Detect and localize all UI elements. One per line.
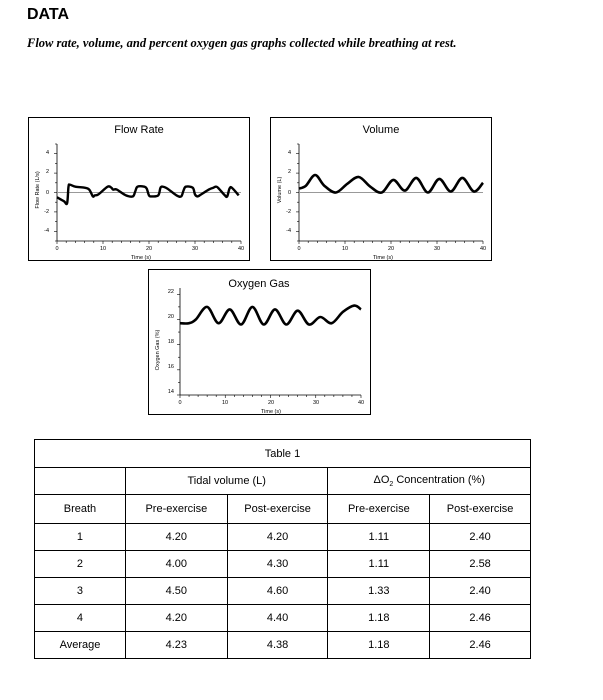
oxygen-gas-xlabel: Time (s) xyxy=(261,409,281,414)
graphs-subtitle: Flow rate, volume, and percent oxygen gas graphs collected while breathing at rest. xyxy=(27,36,457,50)
section-heading: DATA xyxy=(27,6,70,23)
oxygen-gas-ylabel: Oxygen Gas (%) xyxy=(155,329,161,371)
flow-rate-chart xyxy=(28,117,250,261)
y-tick-label: 16 xyxy=(167,364,174,370)
x-tick-label: 20 xyxy=(145,246,153,252)
y-tick-label: -4 xyxy=(44,228,49,234)
table-row xyxy=(35,578,531,605)
y-tick-label: 4 xyxy=(287,150,291,156)
table-cell: 1.18 xyxy=(328,632,430,659)
y-tick-label: -2 xyxy=(286,209,291,215)
column-header-o2-post: Post-exercise xyxy=(430,495,531,524)
oxygen-gas-chart-svg xyxy=(149,270,370,414)
table-1 xyxy=(34,439,531,659)
x-tick-label: 0 xyxy=(178,400,182,406)
tidal-volume-group-header: Tidal volume (L) xyxy=(125,468,328,495)
table-cell: 1.11 xyxy=(328,524,430,551)
y-tick-label: 18 xyxy=(167,339,174,345)
oxygen-gas-chart xyxy=(148,269,371,415)
table-cell: 2.40 xyxy=(430,524,531,551)
flow-rate-xtick-labels xyxy=(55,246,244,252)
o2-suffix: Concentration (%) xyxy=(393,473,485,486)
table-cell: 1.33 xyxy=(328,578,430,605)
flow-rate-chart-svg xyxy=(29,118,249,260)
y-tick-label: 2 xyxy=(287,169,291,175)
table-cell: 4 xyxy=(35,605,126,632)
table-row xyxy=(35,551,531,578)
y-tick-label: -2 xyxy=(44,209,49,215)
table-cell: 4.38 xyxy=(227,632,328,659)
flow-rate-plot xyxy=(54,144,241,244)
oxygen-gas-line xyxy=(180,306,361,325)
volume-xtick-labels xyxy=(297,246,486,252)
table-cell: 4.00 xyxy=(125,551,227,578)
y-tick-label: 4 xyxy=(45,150,49,156)
table-cell: 2.46 xyxy=(430,632,531,659)
o2-concentration-group-header xyxy=(328,468,531,495)
x-tick-label: 0 xyxy=(55,246,59,252)
volume-ylabel: Volume (L) xyxy=(277,176,283,204)
y-tick-label: 14 xyxy=(167,389,174,395)
table-cell: 4.20 xyxy=(125,605,227,632)
table-cell: 3 xyxy=(35,578,126,605)
table-cell: 1.18 xyxy=(328,605,430,632)
o2-subscript: 2 xyxy=(389,481,394,489)
volume-plot xyxy=(296,144,483,244)
table-cell: 1 xyxy=(35,524,126,551)
x-tick-label: 30 xyxy=(191,246,199,252)
y-tick-label: 22 xyxy=(167,289,174,295)
volume-chart-svg xyxy=(271,118,491,260)
x-tick-label: 30 xyxy=(433,246,441,252)
y-tick-label: -4 xyxy=(286,228,291,234)
x-tick-label: 20 xyxy=(387,246,395,252)
x-tick-label: 40 xyxy=(479,246,487,252)
flow-rate-xlabel: Time (s) xyxy=(131,255,151,260)
volume-chart-title: Volume xyxy=(362,124,400,136)
table-row-average xyxy=(35,632,531,659)
table-cell: 4.40 xyxy=(227,605,328,632)
table-caption-row xyxy=(35,440,531,468)
table-cell: 4.20 xyxy=(125,524,227,551)
flow-rate-line xyxy=(57,185,239,205)
table-cell: 1.11 xyxy=(328,551,430,578)
table-cell: 2.58 xyxy=(430,551,531,578)
table-caption: Table 1 xyxy=(35,440,531,468)
x-tick-label: 30 xyxy=(312,400,320,406)
table-cell: 4.30 xyxy=(227,551,328,578)
oxygen-gas-plot xyxy=(177,288,361,398)
volume-xlabel: Time (s) xyxy=(373,255,393,260)
table-cell: 4.23 xyxy=(125,632,227,659)
column-header-breath: Breath xyxy=(35,495,126,524)
column-header-tidal-post: Post-exercise xyxy=(227,495,328,524)
x-tick-label: 10 xyxy=(99,246,107,252)
o2-prefix: ΔO xyxy=(373,473,390,486)
table-row xyxy=(35,524,531,551)
x-tick-label: 40 xyxy=(357,400,365,406)
y-tick-label: 0 xyxy=(45,190,49,196)
table-cell: 4.50 xyxy=(125,578,227,605)
volume-ytick-labels xyxy=(286,150,291,234)
table-group-row xyxy=(35,468,531,495)
table-cell: 4.60 xyxy=(227,578,328,605)
table-header-row xyxy=(35,495,531,524)
table-row xyxy=(35,605,531,632)
y-tick-label: 2 xyxy=(45,169,49,175)
flow-rate-chart-title: Flow Rate xyxy=(114,124,164,136)
flow-rate-ytick-labels xyxy=(44,150,49,234)
table-cell: 4.20 xyxy=(227,524,328,551)
table-cell: Average xyxy=(35,632,126,659)
volume-line xyxy=(299,175,483,193)
column-header-tidal-pre: Pre-exercise xyxy=(125,495,227,524)
x-tick-label: 40 xyxy=(237,246,245,252)
flow-rate-ylabel: Flow Rate (L/s) xyxy=(35,171,41,209)
column-header-o2-pre: Pre-exercise xyxy=(328,495,430,524)
table-cell: 2.46 xyxy=(430,605,531,632)
y-tick-label: 20 xyxy=(167,314,174,320)
volume-chart xyxy=(270,117,492,261)
x-tick-label: 10 xyxy=(221,400,229,406)
oxygen-gas-xtick-labels xyxy=(178,400,364,406)
table-corner-cell xyxy=(35,468,126,495)
x-tick-label: 0 xyxy=(297,246,301,252)
y-tick-label: 0 xyxy=(287,190,291,196)
oxygen-gas-ytick-labels xyxy=(168,289,174,395)
x-tick-label: 20 xyxy=(267,400,275,406)
x-tick-label: 10 xyxy=(341,246,349,252)
oxygen-gas-chart-title: Oxygen Gas xyxy=(228,278,290,290)
table-cell: 2 xyxy=(35,551,126,578)
table-cell: 2.40 xyxy=(430,578,531,605)
